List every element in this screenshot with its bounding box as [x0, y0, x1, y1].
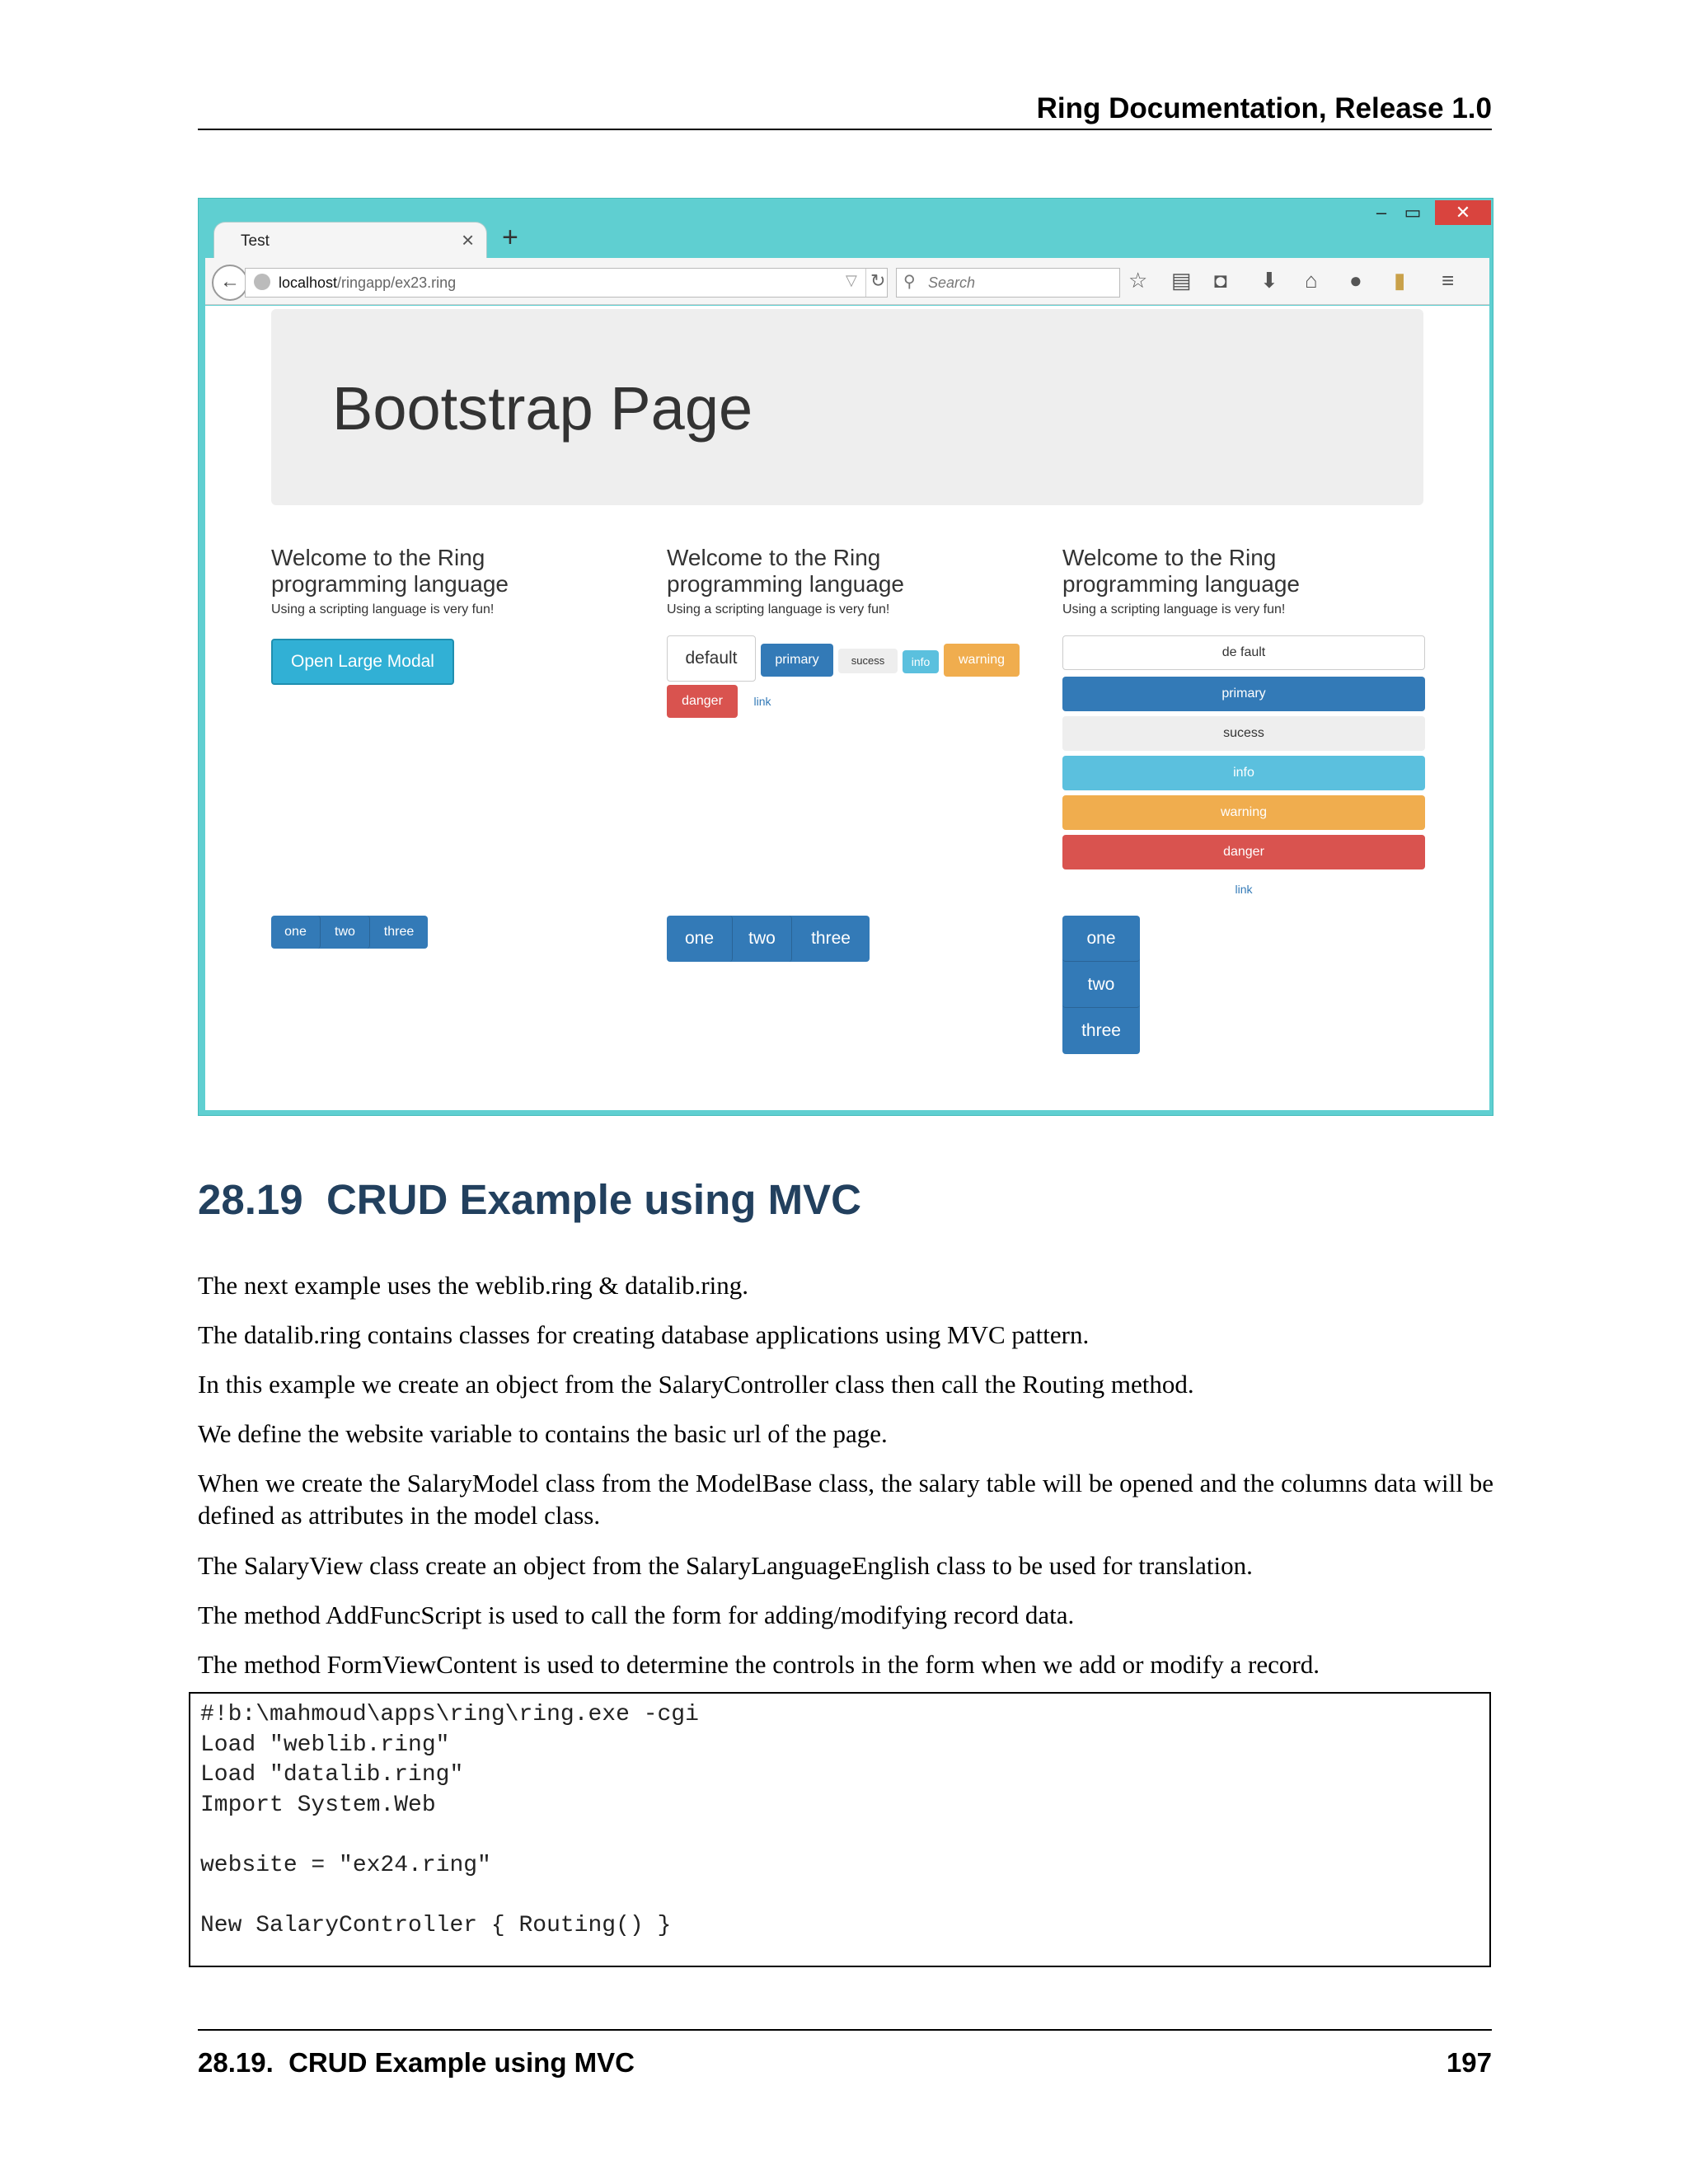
- success-button[interactable]: sucess: [838, 649, 898, 673]
- warning-button[interactable]: warning: [944, 644, 1020, 677]
- close-window-button[interactable]: ✕: [1435, 200, 1491, 225]
- code-line: Load "datalib.ring": [200, 1762, 464, 1788]
- primary-button[interactable]: primary: [761, 644, 833, 677]
- col1-text: Using a scripting language is very fun!: [271, 602, 495, 616]
- col2-heading: [667, 545, 996, 598]
- paragraph-5: When we create the SalaryModel class from the ModelBase class, the salary table will be opened and the columns data will be defined as attributes in the model class.: [198, 1469, 1493, 1530]
- back-arrow-icon[interactable]: ←: [212, 265, 248, 301]
- page-number: 197: [1446, 2047, 1492, 2078]
- url-path: /ringapp/ex23.ring: [337, 274, 457, 291]
- footer-rule: [198, 2029, 1492, 2031]
- block-link-button[interactable]: link: [1235, 883, 1253, 896]
- vertical-button-group: [1062, 916, 1140, 1054]
- page-content: [205, 306, 1489, 1110]
- paragraph-7: The method AddFuncScript is used to call the form for adding/modifying record data.: [198, 1601, 1075, 1629]
- new-tab-icon[interactable]: +: [502, 222, 518, 253]
- col1-heading: [271, 545, 601, 598]
- menu-icon[interactable]: ≡: [1442, 268, 1455, 293]
- code-line: New SalaryController { Routing() }: [200, 1912, 672, 1938]
- url-text: [279, 274, 456, 292]
- search-input[interactable]: [896, 268, 1120, 298]
- browser-toolbar: [205, 258, 1489, 305]
- large-group-two-button[interactable]: two: [733, 916, 792, 962]
- col2-heading-line1: Welcome to the Ring: [667, 545, 881, 570]
- danger-button[interactable]: danger: [667, 685, 738, 718]
- paragraph-8: The method FormViewContent is used to determine the controls in the form when we add or modify a record.: [198, 1650, 1320, 1679]
- col3-heading-line1: Welcome to the Ring: [1062, 545, 1277, 570]
- small-group-three-button[interactable]: three: [383, 925, 415, 939]
- download-icon[interactable]: ⬇: [1260, 268, 1278, 293]
- footer-section: 28.19. CRUD Example using MVC: [198, 2047, 635, 2078]
- col3-heading-line2: programming language: [1062, 571, 1300, 597]
- home-icon[interactable]: ⌂: [1305, 268, 1318, 293]
- code-line: #!b:\mahmoud\apps\ring\ring.exe -cgi: [200, 1702, 699, 1727]
- code-line: Load "weblib.ring": [200, 1732, 450, 1758]
- paragraph-6: The SalaryView class create an object from the SalaryLanguageEnglish class to be used for translation.: [198, 1551, 1253, 1580]
- close-tab-icon[interactable]: ×: [462, 227, 475, 252]
- code-block: [189, 1692, 1491, 1967]
- minimize-button[interactable]: –: [1376, 202, 1387, 223]
- code-line: Import System.Web: [200, 1792, 436, 1818]
- block-default-button[interactable]: de fault: [1062, 635, 1425, 670]
- search-placeholder: Search: [928, 274, 976, 291]
- large-group-three-button[interactable]: three: [811, 929, 851, 948]
- paragraph-1: The next example uses the weblib.ring & datalib.ring.: [198, 1271, 749, 1300]
- chat-icon[interactable]: ●: [1349, 268, 1362, 293]
- col2-text: Using a scripting language is very fun!: [667, 602, 890, 616]
- paragraph-3: In this example we create an object from the SalaryController class then call the Routing method.: [198, 1370, 1194, 1399]
- bookmark-star-icon[interactable]: ☆: [1128, 268, 1148, 293]
- large-button-group: [667, 916, 870, 962]
- code-line: [200, 1821, 1489, 1851]
- tab-title: Test: [241, 232, 270, 250]
- search-icon: ⚲: [903, 273, 916, 291]
- running-header: Ring Documentation, Release 1.0: [1036, 92, 1492, 124]
- col3-text: Using a scripting language is very fun!: [1062, 602, 1286, 616]
- vertical-group-two-button[interactable]: two: [1062, 962, 1140, 1008]
- url-host: localhost: [279, 274, 338, 291]
- small-button-group: [271, 916, 428, 949]
- reading-list-icon[interactable]: ▤: [1171, 268, 1192, 293]
- paragraph-4: We define the website variable to contains the basic url of the page.: [198, 1419, 888, 1448]
- block-warning-button[interactable]: warning: [1062, 795, 1425, 830]
- code-line: [200, 1881, 1489, 1911]
- small-group-one-button[interactable]: one: [271, 916, 321, 949]
- globe-icon: [254, 274, 270, 290]
- small-group-two-button[interactable]: two: [321, 916, 370, 949]
- jumbotron-title: Bootstrap Page: [332, 374, 753, 443]
- browser-screenshot: [198, 198, 1493, 1116]
- col3-heading: [1062, 545, 1392, 598]
- open-large-modal-button[interactable]: Open Large Modal: [271, 639, 454, 685]
- paragraph-2: The datalib.ring contains classes for creating database applications using MVC pattern.: [198, 1320, 1090, 1349]
- dropdown-icon[interactable]: ▽: [846, 272, 857, 288]
- pocket-icon[interactable]: ◘: [1214, 268, 1227, 293]
- header-rule: [198, 129, 1492, 130]
- maximize-button[interactable]: ▭: [1404, 202, 1422, 223]
- block-info-button[interactable]: info: [1062, 756, 1425, 790]
- address-bar[interactable]: [245, 268, 888, 298]
- url-divider: [865, 269, 866, 297]
- default-button[interactable]: default: [667, 635, 756, 682]
- jumbotron: [271, 309, 1423, 505]
- info-button[interactable]: info: [903, 650, 939, 673]
- vertical-group-one-button[interactable]: one: [1062, 916, 1140, 962]
- block-success-button[interactable]: sucess: [1062, 716, 1425, 751]
- col1-heading-line2: programming language: [271, 571, 509, 597]
- section-heading: 28.19 CRUD Example using MVC: [198, 1176, 861, 1223]
- block-primary-button[interactable]: primary: [1062, 677, 1425, 711]
- block-danger-button[interactable]: danger: [1062, 835, 1425, 869]
- reload-icon[interactable]: ↻: [870, 270, 886, 291]
- col1-heading-line1: Welcome to the Ring: [271, 545, 485, 570]
- link-button[interactable]: link: [753, 695, 771, 708]
- code-line: website = "ex24.ring": [200, 1852, 491, 1878]
- col2-heading-line2: programming language: [667, 571, 904, 597]
- browser-tab[interactable]: [213, 222, 487, 260]
- vertical-group-three-button[interactable]: three: [1081, 1021, 1121, 1040]
- large-group-one-button[interactable]: one: [667, 916, 733, 962]
- extension-icon[interactable]: ▮: [1394, 268, 1406, 293]
